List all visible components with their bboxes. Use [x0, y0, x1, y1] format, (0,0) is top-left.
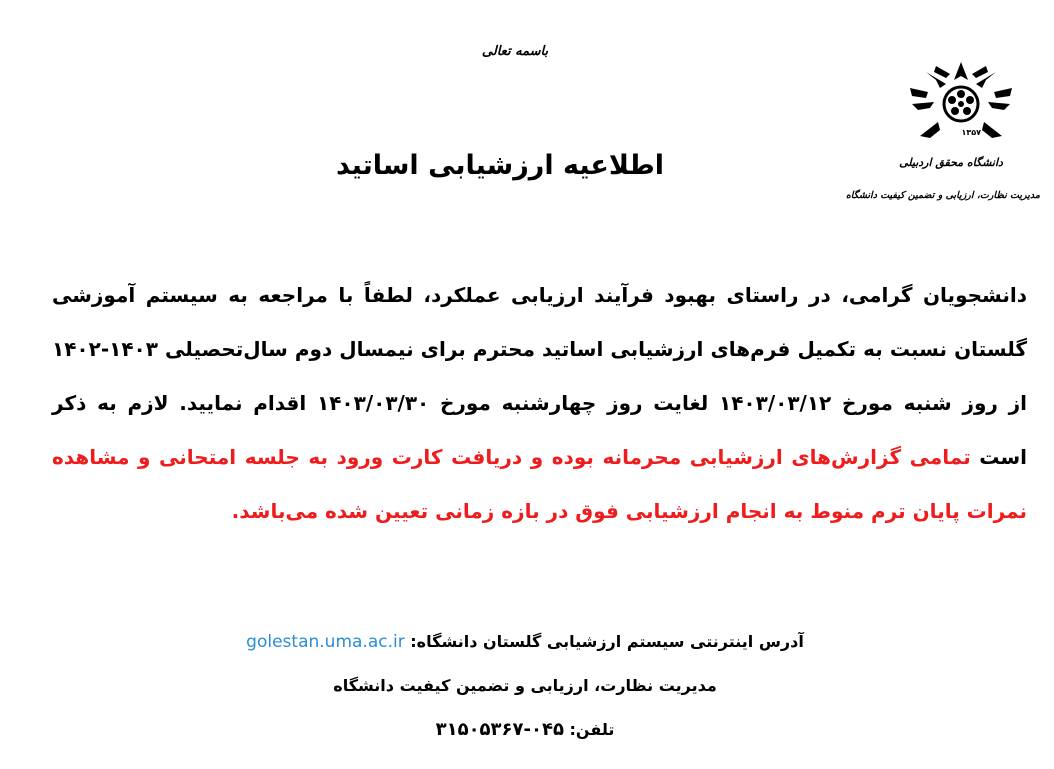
logo-year: ۱۳۵۷ [961, 128, 981, 137]
footer-department: مدیریت نظارت، ارزیابی و تضمین کیفیت دانشگاه [333, 676, 717, 695]
basmala-heading: باسمه تعالی [481, 44, 549, 59]
announcement-body [52, 268, 1027, 538]
golestan-url-link[interactable]: golestan.uma.ac.ir [246, 632, 405, 652]
footer-phone-line [200, 708, 850, 752]
footer-address-line [200, 620, 850, 664]
phone-number: ۰۴۵-۳۱۵۰۵۳۶۷ [435, 719, 564, 740]
phone-label: تلفن: [569, 720, 615, 739]
logo-department-name: مدیریت نظارت، ارزیابی و تضمین کیفیت دانشگاه [845, 190, 1040, 201]
university-emblem-icon [906, 58, 1016, 158]
address-label: آدرس اینترنتی سیستم ارزشیابی گلستان دانشگاه: [410, 632, 804, 651]
university-logo-block [845, 58, 1040, 218]
logo-university-name: دانشگاه محقق اردبیلی [899, 156, 1003, 169]
body-text-highlight: تمامی گزارش‌های ارزشیابی محرمانه بوده و دریافت کارت ورود به جلسه امتحانی و مشاهده نمرات پایان ترم منوط به انجام ارزشیابی فوق در بازه زمانی تعیین شده می‌باشد. [52, 445, 1027, 523]
body-text-normal: دانشجویان گرامی، در راستای بهبود فرآیند ارزیابی عملکرد، لطفاً با مراجعه به سیستم آموزشی گلستان نسبت به تکمیل فرم‌های ارزشیابی اساتید محترم برای نیمسال دوم سال‌تحصیلی ۱۴۰۳-۱۴۰۲ از روز شنبه مورخ ۱۴۰۳/۰۳/۱۲ لغایت روز چهارشنبه مورخ ۱۴۰۳/۰۳/۳۰ اقدام نمایید. لازم به ذکر است [52, 283, 1028, 469]
page-title: اطلاعیه ارزشیابی اساتید [335, 150, 665, 181]
contact-footer [200, 620, 850, 752]
